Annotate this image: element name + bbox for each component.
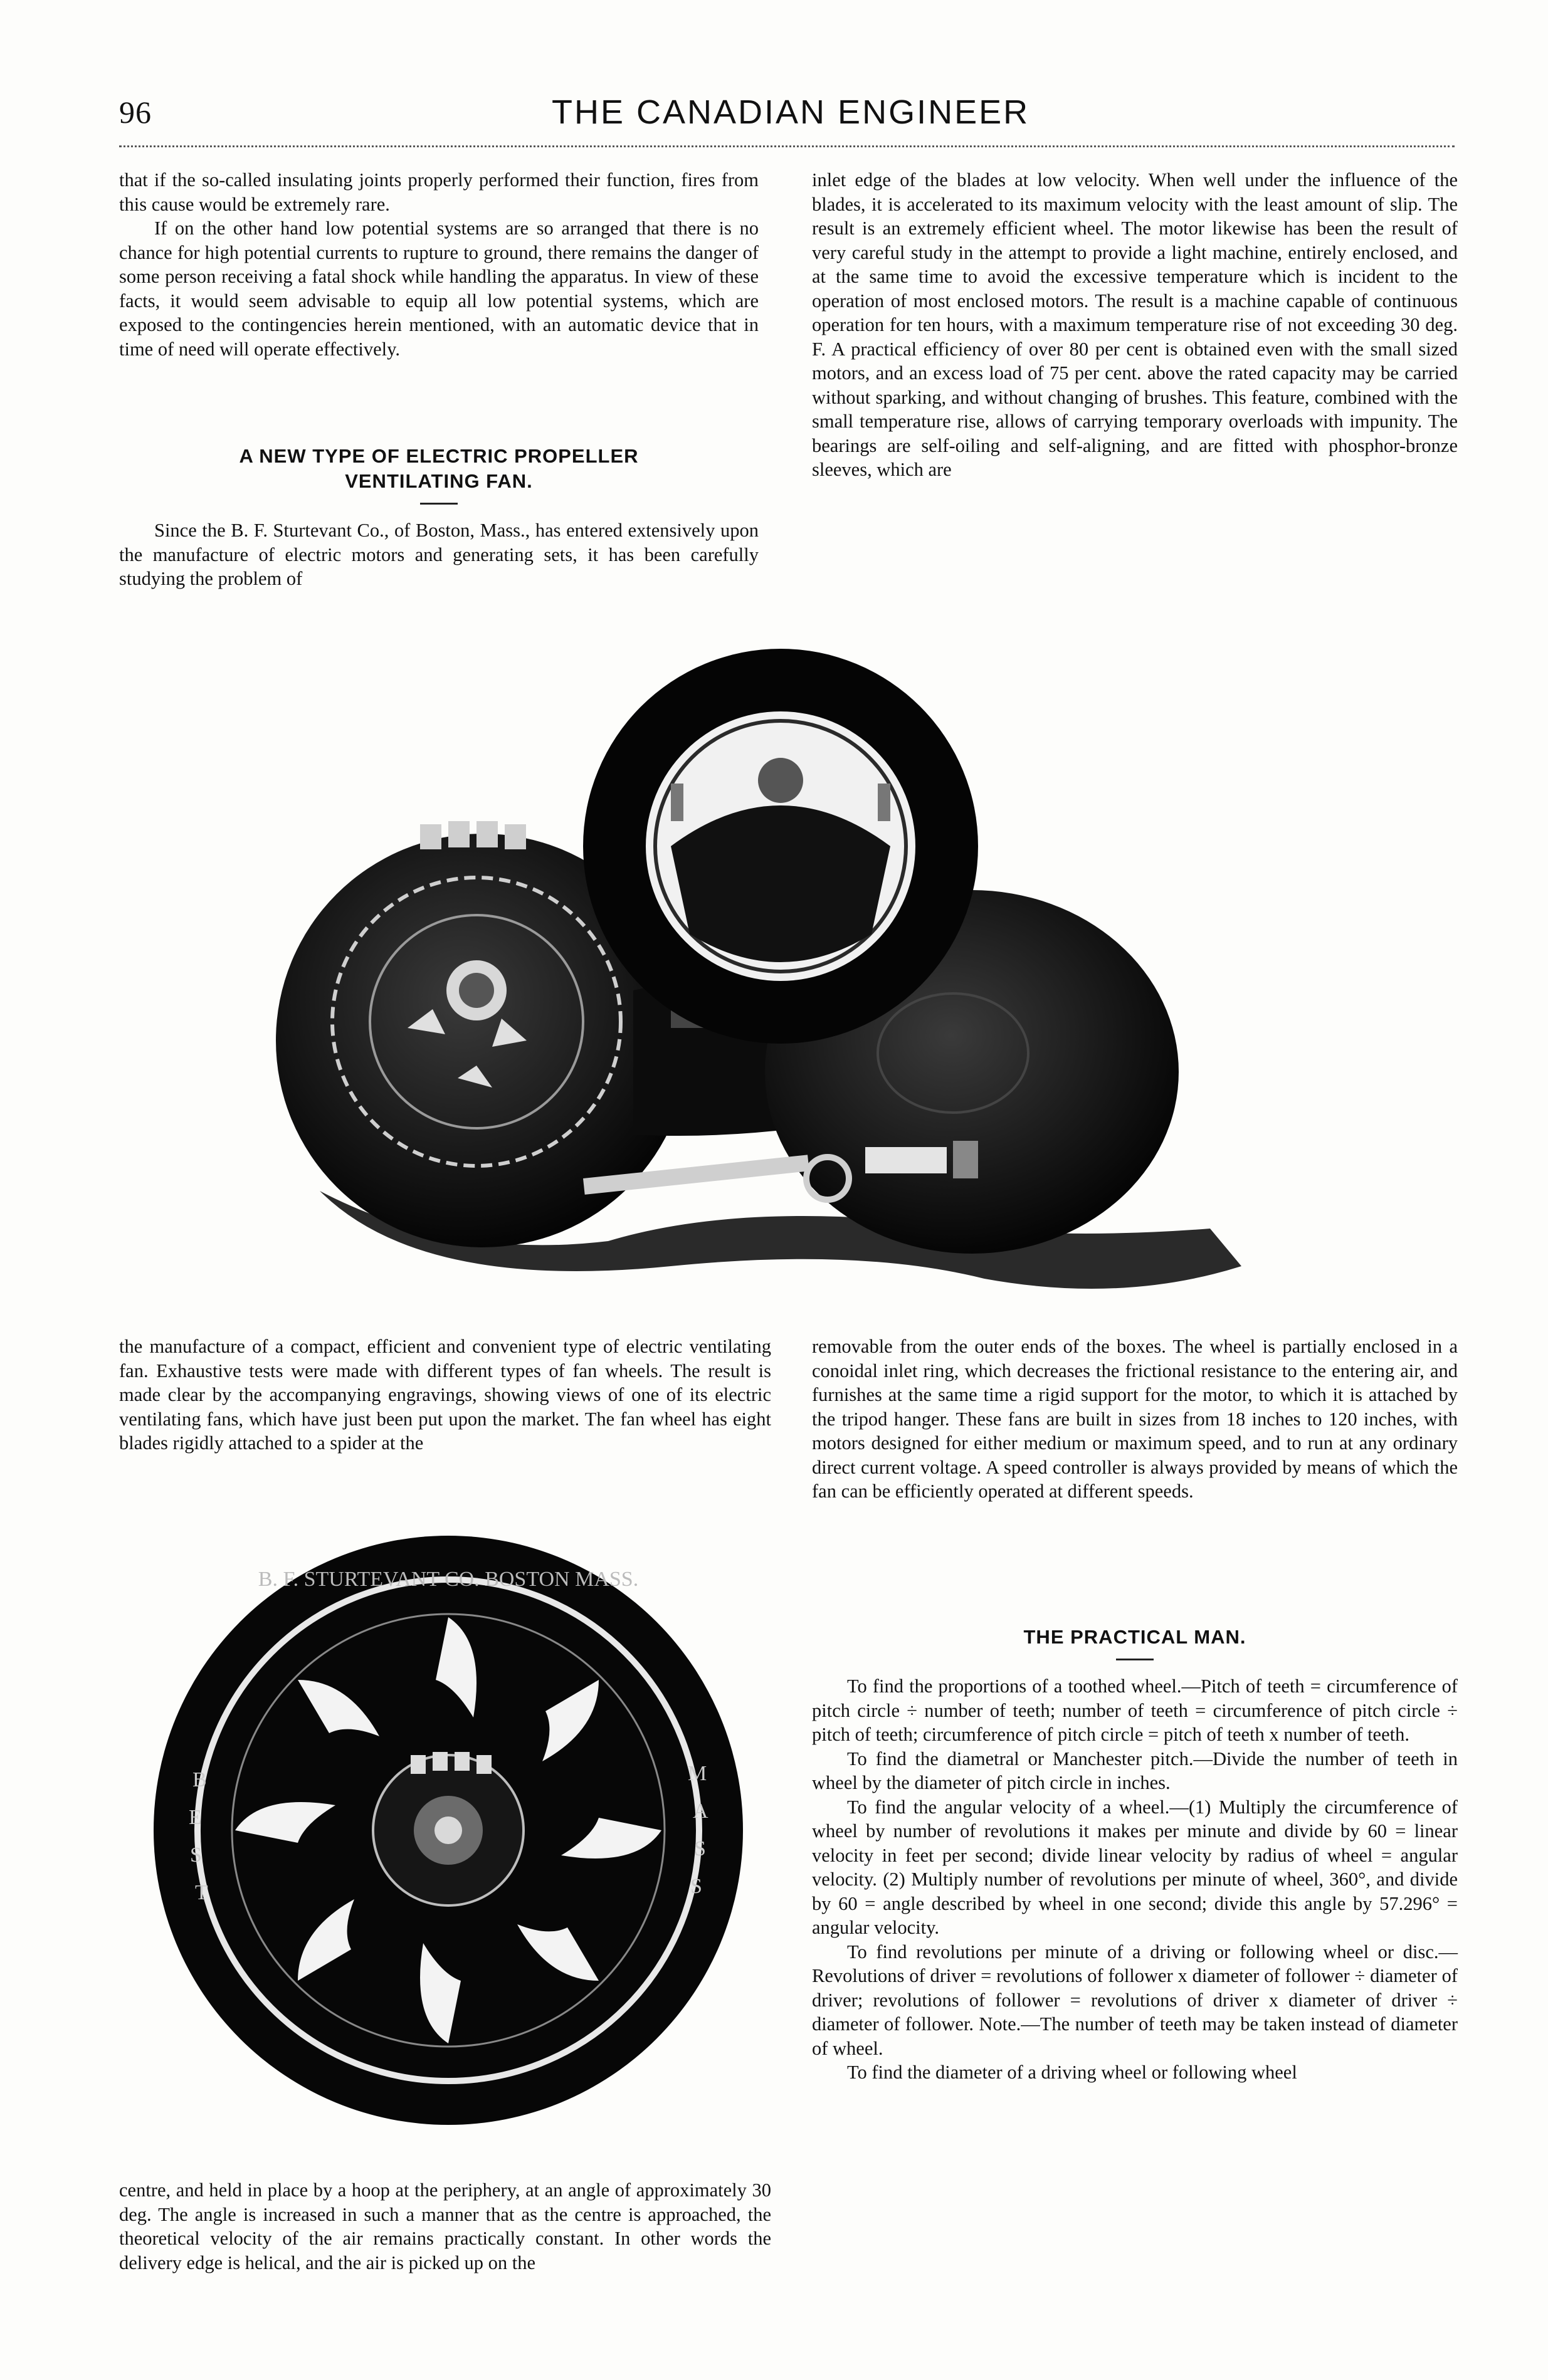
article-heading-line-1: A NEW TYPE OF ELECTRIC PROPELLER bbox=[239, 445, 639, 467]
rim-letter: B bbox=[192, 1768, 207, 1791]
paragraph: If on the other hand low potential systems are so arranged that there is no chance for high potential currents to rupture to ground, there remains the danger of some person receiving a fatal shock while handling the apparatus. In view of these facts, it would seem advisable to equip all low potential systems, which are exposed to the contingencies herein mentioned, with an automatic device that in time of need will operate effectively. bbox=[119, 218, 759, 360]
heading-rule bbox=[1116, 1659, 1154, 1660]
rim-letter: E bbox=[189, 1806, 202, 1829]
paragraph: centre, and held in place by a hoop at the periphery, at an angle of approximately 30 deg. The angle is increased in such a manner that as the centre is approached, the theoretical velocity of the air remains practically constant. In other words the delivery edge is helical, and the air is picked up on the bbox=[119, 2179, 771, 2273]
paragraph: that if the so-called insulating joints properly performed their function, fires from this cause would be extremely rare. bbox=[119, 169, 759, 215]
paragraph: removable from the outer ends of the boxes. The wheel is partially enclosed in a conoidal inlet ring, which decreases the frictional resistance to the entering air, and furnishes at the same time a rigid support for the motor, to which it is attached by the tripod hanger. These fans are built in sizes from 18 inches to 120 inches, with motors designed for either medium or maximum speed, and to run at any ordinary direct current voltage. A speed controller is always provided by means of which the fan can be efficiently operated at different speeds. bbox=[812, 1336, 1458, 1502]
article-intro: Since the B. F. Sturtevant Co., of Boston, Mass., has entered extensively upon the manufacture of electric motors and generating sets, it has been carefully studying the problem of bbox=[119, 520, 759, 589]
journal-title: THE CANADIAN ENGINEER bbox=[552, 93, 1030, 131]
paragraph: inlet edge of the blades at low velocity. When well under the influence of the blades, it is accelerated to its maximum velocity with the least amount of slip. The result is an extremely efficient wheel. The motor likewise has been the result of very careful study in the attempt to provide a light machine, entirely enclosed, and at the same time to avoid the excessive temperature which is incident to the operation of most enclosed motors. The result is a machine capable of continuous operation for ten hours, with a maximum temperature rise of not exceeding 30 deg. F. A practical efficiency of over 80 per cent is obtained even with the small sized motors, and an excess load of 75 per cent. above the rated capacity may be carried without sparking, and without changing of brushes. This feature, combined with the small temperature rise, allows of carrying temporary overloads with impunity. The bearings are self-oiling and self-aligning, and are fitted with phosphor-bronze sleeves, which are bbox=[812, 169, 1458, 480]
article-heading-line-2: VENTILATING FAN. bbox=[345, 470, 533, 492]
left-column-top bbox=[119, 168, 759, 361]
motor-fan-illustration bbox=[232, 639, 1285, 1297]
article-heading bbox=[119, 444, 759, 494]
page-number: 96 bbox=[119, 95, 152, 130]
rim-letter: A bbox=[693, 1800, 708, 1823]
practical-man-heading: THE PRACTICAL MAN. bbox=[1023, 1626, 1246, 1648]
paragraph: the manufacture of a compact, efficient and convenient type of electric ventilating fan. Exhaustive tests were made with different types of fan wheels. The result is made clear by the accompanying engravings, showing views of one of its electric ventilating fans, which have just been put upon the market. The fan wheel has eight blades rigidly attached to a spider at the bbox=[119, 1336, 771, 1454]
rim-letter: M bbox=[688, 1762, 707, 1785]
right-column-top bbox=[812, 168, 1458, 482]
article-block bbox=[119, 444, 759, 591]
paragraph: To find revolutions per minute of a driving or following wheel or disc.—Revolutions of driver = revolutions of follower x diameter of follower ÷ diameter of driver; revolutions of follower = revolutions of driver x diameter of driver ÷ diameter of follower. Note.—The number of teeth may be taken instead of diameter of wheel. bbox=[812, 1941, 1458, 2059]
right-column-middle bbox=[812, 1334, 1458, 1504]
heading-rule bbox=[420, 503, 458, 505]
practical-man-section bbox=[812, 1625, 1458, 2085]
paragraph: To find the proportions of a toothed wheel.—Pitch of teeth = circumference of pitch circle ÷ number of teeth; number of teeth = circumference of pitch circle ÷ pitch of teeth; circumference of pitch circle = pitch of teeth x number of teeth. bbox=[812, 1675, 1458, 1745]
fan-rim-text: B. F. STURTEVANT CO. BOSTON MASS. bbox=[258, 1568, 639, 1591]
rim-letter: S bbox=[694, 1837, 706, 1860]
rim-letter: T bbox=[195, 1881, 208, 1904]
left-column-bottom bbox=[119, 2178, 771, 2275]
rim-letter: S bbox=[190, 1843, 202, 1867]
fan-wheel-illustration bbox=[147, 1529, 749, 2131]
paragraph: To find the angular velocity of a wheel.—(1) Multiply the circumference of wheel by number of revolutions it makes per minute and divide by 60 = linear velocity in feet per second; divide linear velocity by radius of wheel = angular velocity. (2) Multiply number of revolutions per minute of wheel, 360°, and divide by 60 = angle described by wheel in one second; divide this angle by 57.296° = angular velocity. bbox=[812, 1796, 1458, 1938]
left-column-middle bbox=[119, 1334, 771, 1455]
paragraph: To find the diameter of a driving wheel or following wheel bbox=[847, 2062, 1297, 2083]
header-rule bbox=[119, 145, 1455, 147]
paragraph: To find the diametral or Manchester pitch.—Divide the number of teeth in wheel by the diameter of pitch circle in inches. bbox=[812, 1748, 1458, 1793]
rim-letter: S bbox=[690, 1875, 702, 1898]
